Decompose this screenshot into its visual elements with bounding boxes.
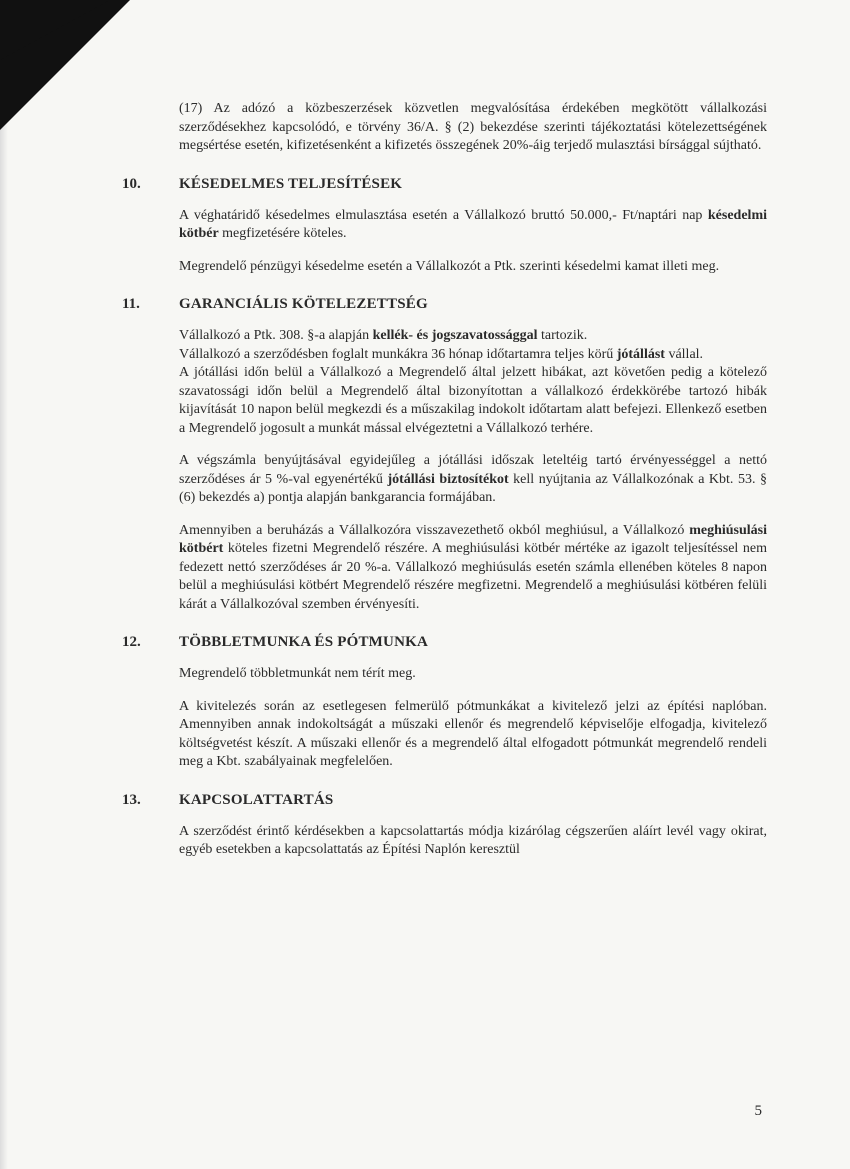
extra-work-paragraph: Megrendelő többletmunkát nem térít meg. — [179, 666, 416, 681]
section-13-heading — [122, 792, 767, 809]
warranty-line-2 — [122, 346, 767, 365]
text-run: Amennyiben a beruházás a Vállalkozóra visszavezethető okból meghiúsul, a Vállalkozó — [179, 522, 690, 538]
failure-penalty-paragraph — [122, 522, 767, 615]
section-title: KAPCSOLATTARTÁS — [179, 791, 334, 808]
document-body — [122, 100, 767, 860]
contact-paragraph: A szerződést érintő kérdésekben a kapcsolattartás módja kizárólag cégszerűen aláírt levél vagy okirat, egyéb esetekben a kapcsolattatás az Építési Naplón keresztül — [179, 823, 767, 857]
bold-term: kellék- és jogszavatossággal — [372, 328, 538, 343]
bold-term: jótállást — [616, 346, 665, 362]
text-run: Vállalkozó a szerződésben foglalt munkákra 36 hónap időtartamra teljes körű — [179, 346, 617, 362]
text-run: A véghatáridő késedelmes elmulasztása esetén a Vállalkozó bruttó 50.000,- Ft/naptári nap — [179, 207, 708, 223]
text-run: megfizetésére köteles. — [218, 226, 347, 241]
scan-corner-artifact-2 — [0, 0, 110, 60]
section-number: 13. — [122, 791, 141, 808]
text-run: köteles fizetni Megrendelő részére. A meghiúsulási kötbér mértéke az igazolt teljesítéssel nem fedezett nettó szerződéses ár 20 %-a. Vállalkozó meghiúsulás esetén számla ellenében köteles 8 napon belül a meghiúsulási kötbért Megrendelő részére megfizetni. Megrendelő a meghiúsulási kötbéren felüli kárát a Vállalkozóval szemben érvényesíti. — [179, 541, 767, 612]
text-run: tartozik. — [537, 328, 588, 343]
additional-work-paragraph: A kivitelezés során az esetlegesen felmerülő pótmunkákat a kivitelező jelzi az építési naplóban. Amennyiben annak indokoltságát a műszaki ellenőr és megrendelő képviselője elfogadja, kivitelező költségvetést készít. A műszaki ellenőr és a megrendelő által elfogadott pótmunkát megrendelő rendeli meg a Kbt. szabályainak megfelelően. — [179, 698, 767, 769]
section-number: 10. — [122, 175, 141, 192]
text-run: Vállalkozó a Ptk. 308. §-a alapján — [179, 328, 373, 343]
text-run: kell nyújtania az Vállalkozónak a Kbt. 53. § (6) bekezdés a) pontja alapján bankgarancia formájában. — [179, 471, 767, 505]
text-run: A végszámla benyújtásával egyidejűleg a jótállási időszak leteltéig tartó érvényességgel a nettó szerződéses ár 5 %-val egyenértékű — [179, 453, 767, 487]
section-number: 11. — [122, 296, 140, 312]
page-number: 5 — [754, 1103, 762, 1119]
section-title: GARANCIÁLIS KÖTELEZETTSÉG — [179, 296, 428, 312]
section-10-heading — [122, 176, 767, 193]
scan-shadow — [0, 0, 8, 1169]
bold-term: meghiúsulási kötbért — [179, 522, 767, 556]
section-title: KÉSEDELMES TELJESÍTÉSEK — [179, 175, 403, 192]
late-payment-paragraph: Megrendelő pénzügyi késedelme esetén a Vállalkozót a Ptk. szerinti késedelmi kamat illeti meg. — [179, 258, 720, 274]
bold-term: jótállási biztosítékot — [387, 471, 509, 487]
section-title: TÖBBLETMUNKA ÉS PÓTMUNKA — [179, 634, 428, 650]
section-12-heading — [122, 634, 767, 651]
warranty-line-3: A jótállási időn belül a Vállalkozó a Megrendelő által jelzett hibákat, azt követően pedig a kötelező szavatossági időn belül a Megrendelő által bizonyítottan a vállalkozó érdekkörébe tartozó hibák kijavítását 10 napon belül megkezdi és a műszakilag indokolt időtartam alatt befejezi. Ellenkező esetben a Megrendelő jogosult a munkát mással elvégeztetni a Vállalkozó terhére. — [179, 365, 767, 436]
warranty-guarantee-paragraph — [122, 452, 767, 508]
paragraph-17: (17) Az adózó a közbeszerzések közvetlen megvalósítása érdekében megkötött vállalkozási szerződésekhez kapcsolódó, e törvény 36/A. § (2) bekezdése szerinti tájékoztatási kötelezettségének megsértése esetén, kifizetésenként a kifizetés összegének 20%-áig terjedő mulasztási bírsággal sújtható. — [179, 101, 767, 153]
text-run: vállal. — [664, 346, 704, 362]
late-penalty-paragraph — [122, 207, 767, 244]
section-11-heading — [122, 296, 767, 313]
section-number: 12. — [122, 634, 141, 650]
bold-term: késedelmi kötbér — [179, 207, 767, 241]
warranty-line-1 — [122, 327, 767, 346]
